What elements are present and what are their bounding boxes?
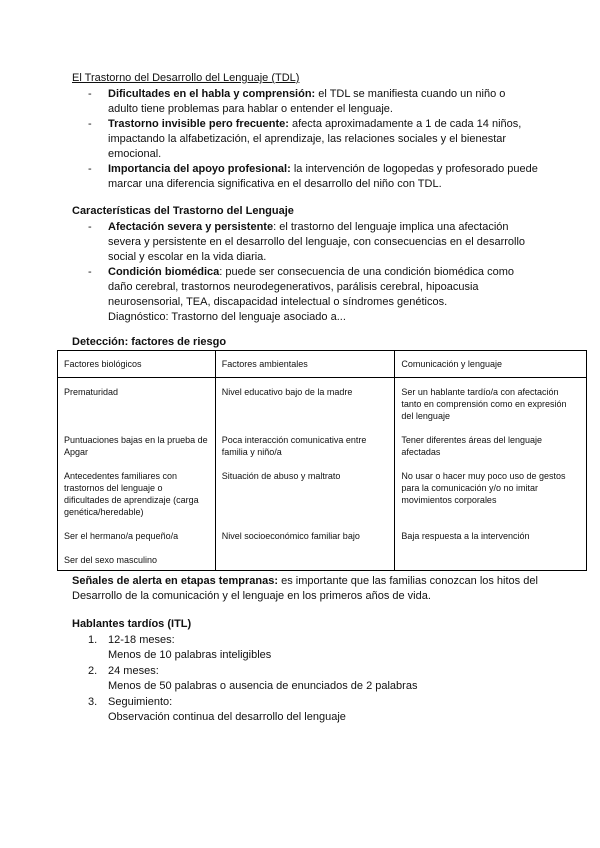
table-cell: Antecedentes familiares con trastornos del lenguaje o dificultades de aprendizaje (carga genética/heredable) xyxy=(58,464,216,524)
item-text: el TDL se manifiesta cuando un niño o adulto tiene problemas para hablar o entender el lenguaje. xyxy=(108,88,506,115)
table-row xyxy=(58,378,587,429)
list-item xyxy=(88,695,538,725)
table-cell: No usar o hacer muy poco uso de gestos para la comunicación y/o no imitar movimientos corporales xyxy=(395,464,587,524)
bullet-dash: - xyxy=(88,266,92,278)
header-cell: Factores ambientales xyxy=(215,351,395,378)
alert-paragraph xyxy=(72,574,542,604)
bullet-dash: - xyxy=(88,88,92,100)
item-desc: Menos de 10 palabras inteligibles xyxy=(108,649,272,661)
document-title: El Trastorno del Desarrollo del Lenguaje (TDL) xyxy=(72,72,300,84)
characteristics-list xyxy=(88,220,538,325)
list-item xyxy=(88,633,538,663)
item-text: afecta aproximadamente a 1 de cada 14 niños, impactando la alfabetización, el aprendizaje, las relaciones sociales y el bienestar emocional. xyxy=(108,118,522,160)
table-cell: Baja respuesta a la intervención xyxy=(395,524,587,548)
table-row xyxy=(58,428,587,464)
item-number: 3. xyxy=(88,696,98,708)
item-bold: Importancia del apoyo profesional: xyxy=(108,163,291,175)
table-cell: Ser un hablante tardío/a con afectación tanto en comprensión como en expresión del lenguaje xyxy=(395,378,587,429)
bullet-dash: - xyxy=(88,221,92,233)
table-cell: Ser del sexo masculino xyxy=(58,548,216,571)
table-cell: Prematuridad xyxy=(58,378,216,429)
late-talkers-heading: Hablantes tardíos (ITL) xyxy=(72,618,192,630)
intro-list xyxy=(88,87,538,192)
list-item xyxy=(88,664,538,694)
item-number: 2. xyxy=(88,665,98,677)
item-text: : puede ser consecuencia de una condición biomédica como daño cerebral, trastornos neurodegenerativos, parálisis cerebral, hipoacusia neurosensorial, TEA, discapacidad intelectual o síndromes genéticos. xyxy=(108,266,514,308)
table-cell xyxy=(215,548,395,571)
list-item xyxy=(88,87,538,117)
table-cell: Nivel educativo bajo de la madre xyxy=(215,378,395,429)
item-bold: Dificultades en el habla y comprensión: xyxy=(108,88,316,100)
table-row xyxy=(58,464,587,524)
header-cell: Factores biológicos xyxy=(58,351,216,378)
detection-heading: Detección: factores de riesgo xyxy=(72,336,227,348)
table-cell: Nivel socioeconómico familiar bajo xyxy=(215,524,395,548)
list-item xyxy=(88,220,538,265)
late-talkers-list xyxy=(88,633,538,726)
item-bold: Trastorno invisible pero frecuente: xyxy=(108,118,289,130)
item-number: 1. xyxy=(88,634,98,646)
risk-factors-table-wrap xyxy=(57,350,587,571)
risk-factors-table xyxy=(57,350,587,571)
item-desc: Observación continua del desarrollo del lenguaje xyxy=(108,711,346,723)
characteristics-heading: Características del Trastorno del Lenguaje xyxy=(72,205,294,217)
item-bold: Condición biomédica xyxy=(108,266,220,278)
list-item xyxy=(88,265,538,310)
bullet-dash: - xyxy=(88,163,92,175)
table-row xyxy=(58,548,587,571)
table-cell: Ser el hermano/a pequeño/a xyxy=(58,524,216,548)
table-cell xyxy=(395,548,587,571)
alert-bold: Señales de alerta en etapas tempranas: xyxy=(72,575,279,587)
table-row xyxy=(58,524,587,548)
item-text: la intervención de logopedas y profesorado puede marcar una diferencia significativa en el desarrollo del niño con TDL. xyxy=(108,163,538,190)
item-label: Seguimiento: xyxy=(108,696,173,708)
item-bold: Afectación severa y persistente xyxy=(108,221,274,233)
item-label: 12-18 meses: xyxy=(108,634,175,646)
diagnosis-line: Diagnóstico: Trastorno del lenguaje asociado a... xyxy=(108,311,346,323)
list-item xyxy=(88,117,538,162)
table-cell: Situación de abuso y maltrato xyxy=(215,464,395,524)
bullet-dash: - xyxy=(88,118,92,130)
list-item xyxy=(88,162,538,192)
table-cell: Puntuaciones bajas en la prueba de Apgar xyxy=(58,428,216,464)
item-desc: Menos de 50 palabras o ausencia de enunciados de 2 palabras xyxy=(108,680,418,692)
table-cell: Poca interacción comunicativa entre familia y niño/a xyxy=(215,428,395,464)
alert-text: es importante que las familias conozcan los hitos del Desarrollo de la comunicación y el lenguaje en los primeros años de vida. xyxy=(72,575,538,602)
table-header-row xyxy=(58,351,587,378)
table-cell: Tener diferentes áreas del lenguaje afectadas xyxy=(395,428,587,464)
item-text: : el trastorno del lenguaje implica una afectación severa y persistente en el desarrollo del lenguaje, con consecuencias en el desarrollo social y escolar en la vida diaria. xyxy=(108,221,526,263)
item-label: 24 meses: xyxy=(108,665,159,677)
header-cell: Comunicación y lenguaje xyxy=(395,351,587,378)
